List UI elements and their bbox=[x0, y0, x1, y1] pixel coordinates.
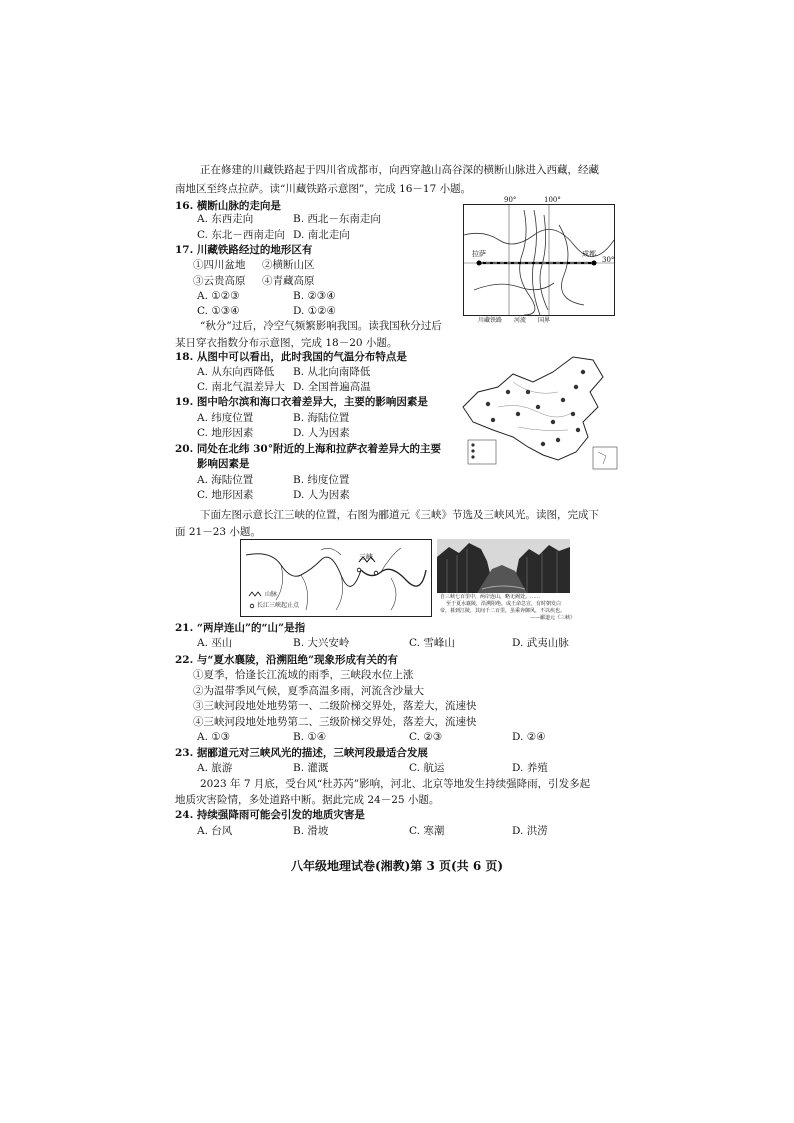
q24-option-c[interactable]: C. 寒潮 bbox=[409, 825, 445, 837]
map1-legend: 川藏铁路 河流 国界 bbox=[478, 317, 551, 324]
q22-option-c[interactable]: C. ②③ bbox=[409, 731, 443, 743]
q17-item-4: ④青藏高原 bbox=[262, 275, 315, 287]
q16-option-a[interactable]: A. 东西走向 bbox=[197, 213, 254, 225]
q16-option-b[interactable]: B. 西北－东南走向 bbox=[293, 213, 381, 225]
q20-option-b[interactable]: B. 纬度位置 bbox=[293, 474, 350, 486]
q22-option-b[interactable]: B. ①④ bbox=[293, 731, 327, 743]
map1-city-chengdu: 成都 bbox=[582, 250, 596, 258]
map2-three-gorges-label: 三峡 bbox=[359, 553, 373, 561]
q24-option-a[interactable]: A. 台风 bbox=[197, 825, 233, 837]
intro-18-20-line1: “秋分”过后，冷空气频繁影响我国。读我国秋分过后 bbox=[200, 320, 442, 332]
q20-option-d[interactable]: D. 人为因素 bbox=[293, 489, 350, 501]
q24-option-d[interactable]: D. 洪涝 bbox=[512, 825, 548, 837]
intro-24-25-line1: 2023 年 7 月底，受台风“杜苏芮”影响，河北、北京等地发生持续强降雨，引发多起 bbox=[200, 778, 591, 790]
china-map-drawing bbox=[458, 352, 620, 472]
q18-option-d[interactable]: D. 全国普遍高温 bbox=[293, 381, 371, 393]
chengdu-marker bbox=[592, 261, 597, 266]
question-17-stem: 17. 川藏铁路经过的地形区有 bbox=[175, 244, 313, 256]
q21-option-c[interactable]: C. 雪峰山 bbox=[409, 637, 455, 649]
q24-option-b[interactable]: B. 滑坡 bbox=[293, 825, 329, 837]
q23-option-d[interactable]: D. 养殖 bbox=[512, 762, 548, 774]
q17-option-a[interactable]: A. ①②③ bbox=[197, 290, 240, 302]
question-16-stem: 16. 横断山脉的走向是 bbox=[175, 200, 281, 212]
map1-lon-label-2: 100° bbox=[544, 196, 561, 204]
q17-option-c[interactable]: C. ①③④ bbox=[197, 305, 240, 317]
question-24-stem: 24. 持续强降雨可能会引发的地质灾害是 bbox=[175, 809, 365, 821]
map1-lon-label-1: 90° bbox=[504, 196, 517, 204]
q22-option-d[interactable]: D. ②④ bbox=[512, 731, 546, 743]
lhasa-marker bbox=[477, 261, 482, 266]
q16-option-c[interactable]: C. 东北－西南走向 bbox=[197, 229, 285, 241]
q21-option-a[interactable]: A. 巫山 bbox=[197, 637, 233, 649]
map2-legend-gorge-points: 长江三峡起止点 bbox=[257, 602, 300, 609]
intro-16-17-line1: 正在修建的川藏铁路起于四川省成都市，向西穿越山高谷深的横断山脉进入西藏，经藏 bbox=[200, 164, 599, 176]
q19-option-b[interactable]: B. 海陆位置 bbox=[293, 412, 350, 424]
q20-option-c[interactable]: C. 地形因素 bbox=[197, 489, 254, 501]
intro-24-25-line2: 地质灾害险情，多处道路中断。据此完成 24－25 小题。 bbox=[175, 794, 440, 806]
q16-option-d[interactable]: D. 南北走向 bbox=[293, 229, 350, 241]
map1-city-lhasa: 拉萨 bbox=[472, 250, 486, 258]
question-18-stem: 18. 从图中可以看出，此时我国的气温分布特点是 bbox=[175, 351, 407, 363]
q20-option-a[interactable]: A. 海陆位置 bbox=[197, 474, 254, 486]
question-20-stem-line1: 20. 同处在北纬 30°附近的上海和拉萨衣着差异大的主要 bbox=[175, 443, 441, 455]
intro-18-20-line2: 某日穿衣指数分布示意图，完成 18－20 小题。 bbox=[175, 337, 398, 349]
q18-option-b[interactable]: B. 从北向南降低 bbox=[293, 366, 371, 378]
q17-item-1: ①四川盆地 bbox=[193, 259, 246, 271]
photo-text-line1: 自三峡七百里中，两岸连山，略无阙处。…… bbox=[440, 594, 541, 600]
q23-option-c[interactable]: C. 航运 bbox=[409, 762, 445, 774]
railway-map-drawing bbox=[464, 205, 614, 315]
q21-option-b[interactable]: B. 大兴安岭 bbox=[293, 637, 350, 649]
q23-option-a[interactable]: A. 旅游 bbox=[197, 762, 233, 774]
q21-option-d[interactable]: D. 武夷山脉 bbox=[512, 637, 569, 649]
question-22-stem: 22. 与“夏水襄陵，沿溯阻绝”现象形成有关的有 bbox=[175, 654, 399, 666]
intro-21-23-line2: 面 21－23 小题。 bbox=[175, 526, 261, 538]
question-23-stem: 23. 据郦道元对三峡风光的描述，三峡河段最适合发展 bbox=[175, 747, 428, 759]
q18-option-c[interactable]: C. 南北气温差异大 bbox=[197, 381, 285, 393]
q17-item-3: ③云贵高原 bbox=[193, 275, 246, 287]
q23-option-b[interactable]: B. 灌溉 bbox=[293, 762, 329, 774]
three-gorges-location-map bbox=[240, 539, 432, 617]
q22-item-1: ①夏季，恰逢长江流域的雨季，三峡段水位上涨 bbox=[193, 669, 414, 681]
q22-option-a[interactable]: A. ①③ bbox=[197, 731, 231, 743]
china-clothing-index-map bbox=[458, 352, 620, 472]
question-21-stem: 21. “两岸连山”的“山”是指 bbox=[175, 622, 306, 634]
photo-text-source: ——郦道元《三峡》 bbox=[530, 615, 576, 621]
scenery-drawing bbox=[437, 539, 570, 593]
q17-option-d[interactable]: D. ①②④ bbox=[293, 305, 336, 317]
intro-21-23-line1: 下面左图示意长江三峡的位置，右图为郦道元《三峡》节选及三峡风光。读图，完成下 bbox=[200, 509, 599, 521]
photo-text-line3: 帝，暮到江陵，其间千二百里，虽乘奔御风，不以疾也。 bbox=[440, 608, 566, 614]
page-footer: 八年级地理试卷(湘教)第 3 页(共 6 页) bbox=[290, 859, 504, 873]
q17-option-b[interactable]: B. ②③④ bbox=[293, 290, 336, 302]
q17-item-2: ②横断山区 bbox=[262, 259, 315, 271]
q22-item-2: ②为温带季风气候，夏季高温多雨，河流含沙量大 bbox=[193, 685, 424, 697]
map2-legend-mountains: 山脉 bbox=[265, 591, 278, 598]
intro-16-17-line2: 南地区至终点拉萨。读“川藏铁路示意图”，完成 16－17 小题。 bbox=[175, 183, 472, 195]
question-19-stem: 19. 图中哈尔滨和海口衣着差异大，主要的影响因素是 bbox=[175, 396, 428, 408]
q19-option-d[interactable]: D. 人为因素 bbox=[293, 427, 350, 439]
photo-text-line2: 至于夏水襄陵，沿溯阻绝。或王命急宣，有时朝发白 bbox=[446, 601, 562, 607]
q22-item-3: ③三峡河段地处地势第一、二级阶梯交界处，落差大，流速快 bbox=[193, 700, 477, 712]
map1-lat-label: 30° bbox=[602, 256, 615, 264]
q18-option-a[interactable]: A. 从东向西降低 bbox=[197, 366, 275, 378]
q22-item-4: ④三峡河段地处地势第二、三级阶梯交界处，落差大，流速快 bbox=[193, 716, 477, 728]
sichuan-tibet-railway-map bbox=[463, 196, 615, 316]
q19-option-a[interactable]: A. 纬度位置 bbox=[197, 412, 254, 424]
question-20-stem-line2: 影响因素是 bbox=[197, 458, 250, 470]
three-gorges-scenery-photo bbox=[437, 539, 570, 593]
q19-option-c[interactable]: C. 地形因素 bbox=[197, 427, 254, 439]
